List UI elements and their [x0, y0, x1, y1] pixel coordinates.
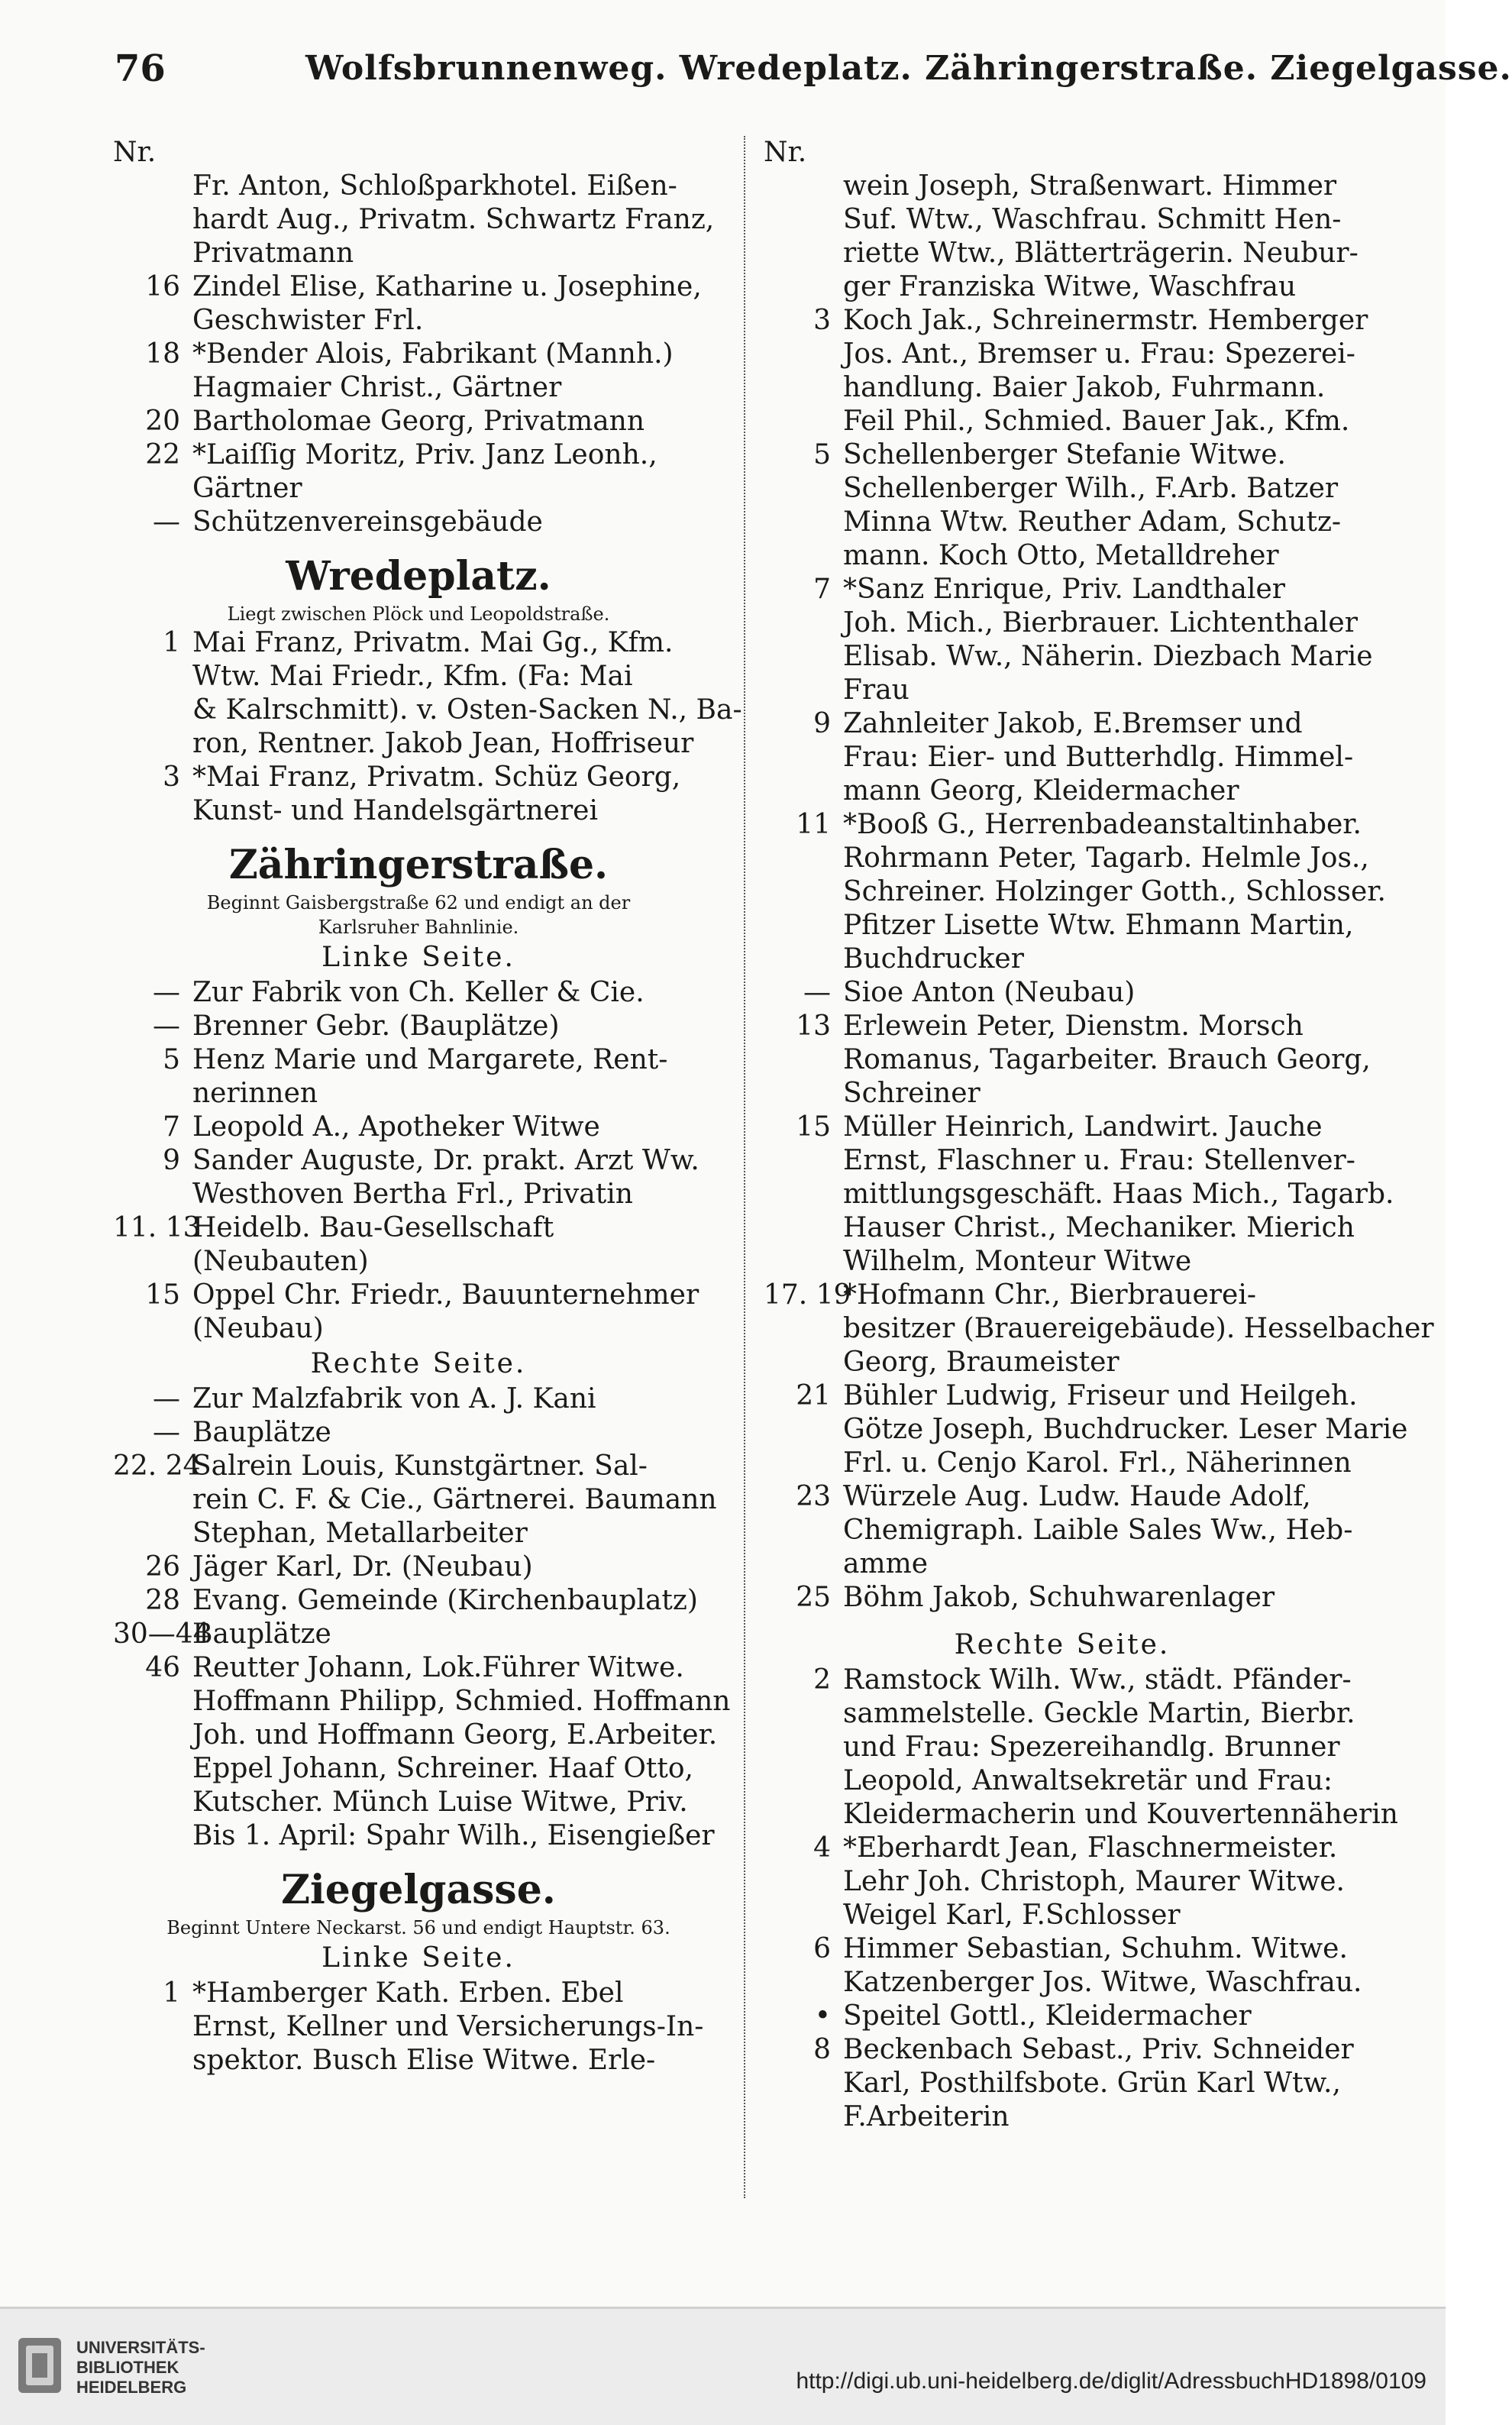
- entry-line: [764, 2033, 1361, 2067]
- entry-text: *Eberhardt Jean, Flaschnermeister.: [843, 1832, 1338, 1864]
- entry-line: [764, 1111, 1361, 1144]
- entry-line: [764, 674, 1361, 707]
- section-title-wredeplatz: Wredeplatz.: [286, 553, 551, 600]
- entry-text: Joh. Mich., Bierbrauer. Lichtenthaler: [843, 607, 1358, 639]
- house-number: —: [803, 977, 831, 1008]
- entry-line: [764, 1480, 1361, 1514]
- right-entries: [764, 170, 1434, 1615]
- house-number: —: [153, 1383, 180, 1415]
- entry-line: [764, 1547, 1361, 1581]
- entry-text: Minna Wtw. Reuther Adam, Schutz-: [843, 506, 1342, 538]
- entry-line: [113, 1977, 724, 2010]
- entry-line: [113, 270, 724, 304]
- entry-line: [113, 1618, 724, 1651]
- entry-text: Schützenvereinsgebäude: [192, 506, 543, 538]
- entry-line: [764, 1211, 1361, 1245]
- entry-line: [764, 1764, 1361, 1798]
- house-number: 15: [796, 1111, 831, 1143]
- entry-text: Böhm Jakob, Schuhwarenlager: [843, 1582, 1275, 1613]
- house-number: 9: [813, 708, 831, 739]
- house-number: 25: [796, 1582, 831, 1613]
- entry-text: Joh. und Hoffmann Georg, E.Arbeiter.: [192, 1719, 718, 1751]
- entry-text: *Hamberger Kath. Erben. Ebel: [192, 1977, 624, 2009]
- entry-line: [764, 741, 1361, 774]
- entry-line: [764, 1697, 1361, 1731]
- entry-line: [113, 2044, 724, 2077]
- house-number: 2: [813, 1664, 831, 1696]
- entry-line: [764, 1581, 1361, 1615]
- entry-line: [764, 573, 1361, 606]
- entry-line: [764, 506, 1361, 539]
- entry-text: Geschwister Frl.: [192, 305, 424, 336]
- side-label-right: Rechte Seite.: [310, 1348, 527, 1379]
- house-number: 15: [145, 1279, 180, 1311]
- entry-line: [113, 1651, 724, 1685]
- house-number: 6: [813, 1933, 831, 1964]
- section-title-ziegelgasse: Ziegelgasse.: [281, 1867, 556, 1913]
- entry-text: Bühler Ludwig, Friseur und Heilgeh.: [843, 1380, 1358, 1411]
- entry-line: [764, 1346, 1361, 1379]
- entry-line: [764, 304, 1368, 338]
- house-number: 23: [796, 1481, 831, 1512]
- entry-line: [764, 808, 1361, 842]
- entry-text: Schreiner. Holzinger Gotth., Schlosser.: [843, 876, 1386, 907]
- entry-text: Rohrmann Peter, Tagarb. Helmle Jos.,: [843, 842, 1369, 874]
- house-number: 21: [796, 1380, 831, 1411]
- entry-text: hardt Aug., Privatm. Schwartz Franz,: [192, 204, 715, 235]
- entry-line: [764, 203, 1361, 237]
- footer-bar: [0, 2307, 1446, 2425]
- entry-line: [113, 506, 724, 539]
- entry-text: Kleidermacherin und Kouvertennäherin: [843, 1799, 1398, 1830]
- entry-text: handlung. Baier Jakob, Fuhrmann.: [843, 372, 1326, 403]
- entry-text: Bauplätze: [192, 1618, 331, 1650]
- entry-line: [764, 1010, 1361, 1043]
- entry-text: Suf. Wtw., Waschfrau. Schmitt Hen-: [843, 204, 1342, 235]
- entry-text: Karl, Posthilfsbote. Grün Karl Wtw.,: [843, 2068, 1341, 2099]
- house-number: —: [153, 1010, 180, 1042]
- entry-text: Wilhelm, Monteur Witwe: [843, 1246, 1192, 1277]
- column-header-nr-right: Nr.: [764, 137, 807, 168]
- entry-text: ger Franziska Witwe, Waschfrau: [843, 271, 1297, 302]
- house-number: 5: [163, 1044, 180, 1075]
- entry-text: Koch Jak., Schreinermstr. Hemberger: [843, 305, 1368, 336]
- left-column: [113, 136, 742, 2077]
- entry-text: Götze Joseph, Buchdrucker. Leser Marie: [843, 1414, 1408, 1445]
- column-divider: [744, 136, 745, 2198]
- entry-text: Ramstock Wilh. Ww., städt. Pfänder-: [843, 1664, 1352, 1696]
- entry-text: Bartholomae Georg, Privatmann: [192, 406, 645, 437]
- entry-text: Weigel Karl, F.Schlosser: [843, 1900, 1181, 1931]
- entry-line: [113, 1144, 724, 1178]
- entry-text: F.Arbeiterin: [843, 2101, 1010, 2132]
- entry-text: Henz Marie und Margarete, Rent-: [192, 1044, 668, 1075]
- entry-line: [113, 660, 724, 694]
- wredeplatz-entries: [113, 626, 742, 828]
- university-seal-icon: [17, 2336, 63, 2394]
- entry-line: [113, 371, 724, 405]
- entry-line: [764, 170, 1361, 203]
- entry-text: (Neubauten): [192, 1246, 369, 1277]
- entry-line: [764, 1178, 1394, 1211]
- entry-text: Westhoven Bertha Frl., Privatin: [192, 1179, 633, 1210]
- house-number: 18: [145, 338, 180, 370]
- entry-text: Feil Phil., Schmied. Bauer Jak., Kfm.: [843, 406, 1350, 437]
- entry-text: Chemigraph. Laible Sales Ww., Heb-: [843, 1515, 1353, 1546]
- entry-line: [764, 237, 1361, 270]
- entry-text: Leopold A., Apotheker Witwe: [192, 1111, 600, 1143]
- entry-text: Romanus, Tagarbeiter. Brauch Georg,: [843, 1044, 1371, 1075]
- entry-text: Schreiner: [843, 1078, 981, 1109]
- house-number: •: [814, 2000, 831, 2032]
- entry-line: [113, 338, 724, 371]
- entry-line: [113, 727, 724, 761]
- entry-line: [764, 1966, 1361, 2000]
- entry-line: [113, 1584, 724, 1618]
- entry-line: [113, 1786, 724, 1819]
- entry-text: Mai Franz, Privatm. Mai Gg., Kfm.: [192, 627, 674, 658]
- entry-text: Oppel Chr. Friedr., Bauunternehmer: [192, 1279, 699, 1311]
- house-number: 26: [145, 1551, 180, 1583]
- entry-text: Brenner Gebr. (Bauplätze): [192, 1010, 560, 1042]
- entry-line: [113, 2010, 724, 2044]
- entry-text: Frl. u. Cenjo Karol. Frl., Näherinnen: [843, 1447, 1352, 1479]
- side-label-left-ziegelgasse: Linke Seite.: [321, 1942, 515, 1974]
- entry-line: [764, 539, 1361, 573]
- entry-text: und Frau: Spezereihandlg. Brunner: [843, 1731, 1340, 1763]
- house-number: 7: [163, 1111, 180, 1143]
- entry-line: [113, 1279, 724, 1312]
- section-note-wredeplatz: Liegt zwischen Plöck und Leopoldstraße.: [227, 603, 610, 625]
- entry-text: Hagmaier Christ., Gärtner: [192, 372, 562, 403]
- entry-line: [113, 694, 742, 727]
- entry-line: [764, 472, 1361, 506]
- entry-text: mann. Koch Otto, Metalldreher: [843, 540, 1279, 571]
- wolfsbrunnenweg-entries: [113, 170, 724, 539]
- ziegelgasse-entries: [113, 1977, 724, 2077]
- entry-line: [764, 1077, 1361, 1111]
- entry-text: Gärtner: [192, 473, 302, 504]
- entry-line: [764, 2100, 1361, 2134]
- entry-text: wein Joseph, Straßenwart. Himmer: [843, 170, 1337, 202]
- page-number: 76: [115, 47, 166, 90]
- entry-line: [764, 371, 1361, 405]
- entry-text: Evang. Gemeinde (Kirchenbauplatz): [192, 1585, 698, 1616]
- entry-line: [764, 1413, 1408, 1447]
- entry-line: [764, 1731, 1361, 1764]
- house-number: 9: [163, 1145, 180, 1176]
- entry-line: [113, 237, 724, 270]
- entry-text: Elisab. Ww., Näherin. Diezbach Marie: [843, 641, 1373, 672]
- entry-line: [764, 1144, 1361, 1178]
- entry-text: Müller Heinrich, Landwirt. Jauche: [843, 1111, 1323, 1143]
- entry-line: [764, 1932, 1361, 1966]
- house-number: —: [153, 977, 180, 1008]
- entry-text: Frau: Eier- und Butterhdlg. Himmel-: [843, 742, 1354, 773]
- house-number: 7: [813, 574, 831, 605]
- house-number: 22: [145, 439, 180, 470]
- entry-line: [764, 606, 1361, 640]
- house-number: 1: [163, 627, 180, 658]
- entry-line: [113, 472, 724, 506]
- entry-line: [113, 1211, 724, 1245]
- entry-text: & Kalrschmitt). v. Osten-Sacken N., Ba-: [192, 694, 742, 726]
- entry-text: Würzele Aug. Ludw. Haude Adolf,: [843, 1481, 1311, 1512]
- entry-text: Stephan, Metallarbeiter: [192, 1518, 528, 1549]
- entry-line: [764, 707, 1361, 741]
- house-number: 22. 24: [113, 1450, 201, 1482]
- entry-line: [764, 875, 1386, 909]
- entry-text: Fr. Anton, Schloßparkhotel. Eißen-: [192, 170, 677, 202]
- section-note-ziegelgasse: Beginnt Untere Neckarst. 56 und endigt Hauptstr. 63.: [166, 1917, 670, 1938]
- entry-text: Hauser Christ., Mechaniker. Mierich: [843, 1212, 1355, 1243]
- entry-text: Salrein Louis, Kunstgärtner. Sal-: [192, 1450, 648, 1482]
- entry-line: [764, 1514, 1361, 1547]
- page-header: [115, 47, 1512, 101]
- entry-line: [764, 842, 1369, 875]
- entry-line: [113, 1416, 724, 1450]
- entry-text: Ernst, Flaschner u. Frau: Stellenver-: [843, 1145, 1355, 1176]
- entry-line: [113, 794, 724, 828]
- entry-line: [113, 1111, 724, 1144]
- entry-line: [764, 405, 1361, 438]
- entry-line: [113, 1245, 724, 1279]
- entry-line: [113, 1819, 724, 1853]
- house-number: 1: [163, 1977, 180, 2009]
- right-entries-2: [764, 1664, 1398, 2134]
- entry-text: Zahnleiter Jakob, E.Bremser und: [843, 708, 1303, 739]
- house-number: 13: [796, 1010, 831, 1042]
- entry-text: sammelstelle. Geckle Martin, Bierbr.: [843, 1698, 1355, 1729]
- entry-text: rein C. F. & Cie., Gärtnerei. Baumann: [192, 1484, 717, 1515]
- entry-line: [764, 943, 1361, 976]
- entry-line: [764, 774, 1361, 808]
- entry-text: Leopold, Anwaltsekretär und Frau:: [843, 1765, 1333, 1796]
- entry-text: Sander Auguste, Dr. prakt. Arzt Ww.: [192, 1145, 699, 1176]
- source-url-link[interactable]: http://digi.ub.uni-heidelberg.de/diglit/AdressbuchHD1898/0109: [796, 2368, 1426, 2394]
- entry-line: [764, 1279, 1361, 1312]
- column-header-nr: Nr.: [113, 137, 157, 168]
- entry-line: [113, 1010, 724, 1043]
- house-number: 5: [813, 439, 831, 470]
- entry-line: [764, 1899, 1361, 1932]
- entry-text: *Laiſſig Moritz, Priv. Janz Leonh.,: [192, 439, 657, 470]
- entry-text: Reutter Johann, Lok.Führer Witwe.: [192, 1652, 684, 1683]
- entry-text: mann Georg, Kleidermacher: [843, 775, 1239, 807]
- entry-text: Schellenberger Wilh., F.Arb. Batzer: [843, 473, 1339, 504]
- zaehringerstrasse-left-entries: [113, 976, 724, 1346]
- entry-line: [113, 1752, 724, 1786]
- house-number: 3: [163, 761, 180, 793]
- section-note-zaehringerstrasse-1: Beginnt Gaisbergstraße 62 und endigt an der: [206, 892, 631, 913]
- entry-line: [113, 1043, 724, 1077]
- entry-text: *Hofmann Chr., Bierbrauerei-: [843, 1279, 1257, 1311]
- entry-text: riette Wtw., Blätterträgerin. Neubur-: [843, 238, 1359, 269]
- entry-text: (Neubau): [192, 1313, 324, 1344]
- house-number: 11: [796, 809, 831, 840]
- house-number: —: [153, 506, 180, 538]
- entry-text: Eppel Johann, Schreiner. Haaf Otto,: [192, 1753, 693, 1784]
- house-number: 16: [145, 271, 180, 302]
- entry-line: [113, 1450, 724, 1483]
- entry-text: Katzenberger Jos. Witwe, Waschfrau.: [843, 1967, 1362, 1998]
- entry-line: [764, 976, 1361, 1010]
- entry-text: Schellenberger Stefanie Witwe.: [843, 439, 1286, 470]
- house-number: 28: [145, 1585, 180, 1616]
- house-number: 4: [813, 1832, 831, 1864]
- entry-text: Erlewein Peter, Dienstm. Morsch: [843, 1010, 1304, 1042]
- entry-line: [764, 1798, 1398, 1832]
- section-title-zaehringerstrasse: Zähringerstraße.: [228, 842, 609, 888]
- entry-text: Zur Malzfabrik von A. J. Kani: [192, 1383, 596, 1415]
- entry-line: [113, 1483, 724, 1517]
- entry-text: Zindel Elise, Katharine u. Josephine,: [192, 271, 702, 302]
- entry-line: [113, 1517, 724, 1550]
- entry-line: [113, 203, 724, 237]
- library-name-line-2: BIBLIOTHEK: [76, 2358, 179, 2377]
- entry-line: [113, 170, 724, 203]
- entry-text: Buchdrucker: [843, 943, 1024, 975]
- right-column: [764, 136, 1434, 2134]
- house-number: —: [153, 1417, 180, 1448]
- entry-line: [764, 909, 1361, 943]
- entry-text: Privatmann: [192, 238, 354, 269]
- side-label-right-ziegelgasse: Rechte Seite.: [954, 1629, 1171, 1660]
- side-label-left: Linke Seite.: [321, 942, 515, 973]
- entry-line: [113, 405, 724, 438]
- entry-text: Beckenbach Sebast., Priv. Schneider: [843, 2034, 1354, 2065]
- entry-line: [764, 1043, 1371, 1077]
- house-number: 20: [145, 406, 180, 437]
- house-number: 46: [145, 1652, 180, 1683]
- house-number: 17. 19: [764, 1279, 851, 1311]
- entry-line: [113, 1178, 724, 1211]
- entry-line: [113, 761, 724, 794]
- entry-text: *Booß G., Herrenbadeanstaltinhaber.: [843, 809, 1362, 840]
- entry-text: Wtw. Mai Friedr., Kfm. (Fa: Mai: [192, 661, 633, 692]
- entry-line: [113, 1719, 724, 1752]
- entry-text: besitzer (Brauereigebäude). Hesselbacher: [843, 1313, 1434, 1344]
- entry-line: [764, 640, 1373, 674]
- entry-text: Georg, Braumeister: [843, 1347, 1119, 1378]
- entry-line: [113, 626, 724, 660]
- entry-text: Pfitzer Lisette Wtw. Ehmann Martin,: [843, 910, 1354, 941]
- entry-text: mittlungsgeschäft. Haas Mich., Tagarb.: [843, 1179, 1394, 1210]
- entry-line: [764, 1865, 1361, 1899]
- entry-line: [113, 1312, 724, 1346]
- entry-text: Sioe Anton (Neubau): [843, 977, 1136, 1008]
- entry-line: [764, 1245, 1361, 1279]
- library-name-line-1: UNIVERSITÄTS-: [76, 2338, 205, 2357]
- entry-text: Jäger Karl, Dr. (Neubau): [192, 1551, 533, 1583]
- entry-line: [764, 338, 1361, 371]
- entry-text: Ernst, Kellner und Versicherungs-In-: [192, 2011, 704, 2042]
- entry-text: Bis 1. April: Spahr Wilh., Eisengießer: [192, 1820, 715, 1851]
- entry-text: Jos. Ant., Bremser u. Frau: Spezerei-: [843, 338, 1355, 370]
- house-number: 30—44: [113, 1618, 211, 1650]
- entry-text: *Mai Franz, Privatm. Schüz Georg,: [192, 761, 681, 793]
- house-number: 11. 13: [113, 1212, 201, 1243]
- library-name-line-3: HEIDELBERG: [76, 2378, 187, 2397]
- entry-line: [113, 1077, 724, 1111]
- entry-text: *Sanz Enrique, Priv. Landthaler: [843, 574, 1285, 605]
- entry-line: [764, 1664, 1361, 1697]
- entry-text: Speitel Gottl., Kleidermacher: [843, 2000, 1252, 2032]
- entry-text: nerinnen: [192, 1078, 318, 1109]
- entry-line: [764, 270, 1361, 304]
- page-title: Wolfsbrunnenweg. Wredeplatz. Zähringerstraße. Ziegelgasse.: [305, 49, 1512, 88]
- entry-text: Hoffmann Philipp, Schmied. Hoffmann: [192, 1686, 731, 1717]
- house-number: 3: [813, 305, 831, 336]
- entry-text: spektor. Busch Elise Witwe. Erle-: [192, 2045, 656, 2076]
- entry-line: [764, 438, 1361, 472]
- entry-line: [764, 2067, 1361, 2100]
- entry-line: [113, 1685, 731, 1719]
- entry-line: [113, 976, 724, 1010]
- entry-text: Himmer Sebastian, Schuhm. Witwe.: [843, 1933, 1348, 1964]
- entry-text: Kunst- und Handelsgärtnerei: [192, 795, 598, 826]
- entry-line: [764, 1312, 1434, 1346]
- entry-line: [764, 1379, 1361, 1413]
- entry-text: Zur Fabrik von Ch. Keller & Cie.: [192, 977, 645, 1008]
- entry-line: [113, 304, 724, 338]
- entry-line: [764, 1832, 1361, 1865]
- entry-text: Heidelb. Bau-Gesellschaft: [192, 1212, 554, 1243]
- entry-text: Bauplätze: [192, 1417, 331, 1448]
- house-number: 8: [813, 2034, 831, 2065]
- entry-line: [113, 1382, 724, 1416]
- entry-line: [113, 438, 724, 472]
- library-name: [76, 2338, 205, 2398]
- section-note-zaehringerstrasse-2: Karlsruher Bahnlinie.: [318, 917, 519, 938]
- entry-line: [113, 1550, 724, 1584]
- entry-text: *Bender Alois, Fabrikant (Mannh.): [192, 338, 674, 370]
- entry-text: Frau: [843, 674, 909, 706]
- entry-text: Kutscher. Münch Luise Witwe, Priv.: [192, 1786, 688, 1818]
- zaehringerstrasse-right-entries: [113, 1382, 731, 1853]
- entry-line: [764, 1447, 1361, 1480]
- entry-text: amme: [843, 1548, 929, 1579]
- entry-text: ron, Rentner. Jakob Jean, Hoffriseur: [192, 728, 694, 759]
- entry-text: Lehr Joh. Christoph, Maurer Witwe.: [843, 1866, 1345, 1897]
- entry-line: [764, 2000, 1361, 2033]
